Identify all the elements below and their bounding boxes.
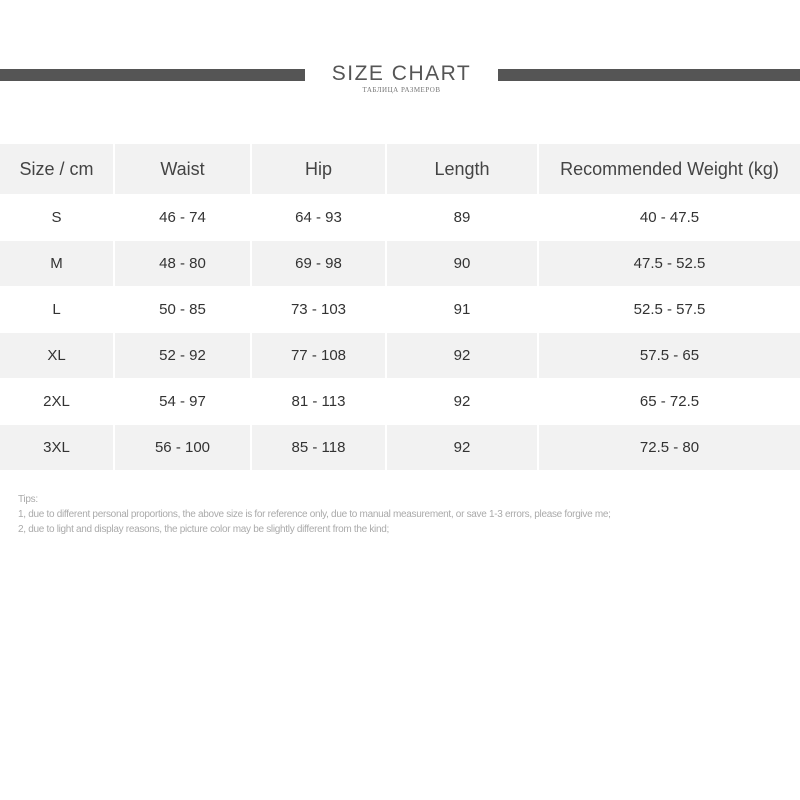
column-header-weight: Recommended Weight (kg) [539, 144, 800, 194]
table-cell-hip: 69 - 98 [252, 241, 387, 286]
page-title: SIZE CHART [331, 62, 472, 85]
table-cell-weight: 72.5 - 80 [539, 425, 800, 470]
table-cell-size: M [0, 241, 115, 286]
table-row [0, 379, 800, 425]
column-header-size: Size / cm [0, 144, 115, 194]
tips-section [18, 492, 778, 537]
header-bar-right [498, 69, 800, 81]
table-cell-waist: 56 - 100 [115, 425, 252, 470]
table-cell-weight: 40 - 47.5 [539, 195, 800, 240]
table-cell-length: 89 [387, 195, 539, 240]
table-cell-length: 91 [387, 287, 539, 332]
table-cell-length: 92 [387, 333, 539, 378]
table-cell-hip: 73 - 103 [252, 287, 387, 332]
table-cell-size: 2XL [0, 379, 115, 424]
table-cell-hip: 64 - 93 [252, 195, 387, 240]
table-cell-waist: 52 - 92 [115, 333, 252, 378]
table-header-row [0, 144, 800, 195]
table-row [0, 287, 800, 333]
size-table [0, 144, 800, 471]
table-cell-hip: 77 - 108 [252, 333, 387, 378]
table-cell-weight: 65 - 72.5 [539, 379, 800, 424]
table-row [0, 241, 800, 287]
table-cell-length: 90 [387, 241, 539, 286]
column-header-length: Length [387, 144, 539, 194]
table-row [0, 425, 800, 471]
table-cell-waist: 46 - 74 [115, 195, 252, 240]
table-cell-length: 92 [387, 425, 539, 470]
table-cell-weight: 57.5 - 65 [539, 333, 800, 378]
tips-heading: Tips: [18, 494, 38, 505]
table-cell-waist: 54 - 97 [115, 379, 252, 424]
table-cell-size: S [0, 195, 115, 240]
table-cell-length: 92 [387, 379, 539, 424]
column-header-waist: Waist [115, 144, 252, 194]
tips-line: 2, due to light and display reasons, the picture color may be slightly different from the kind; [18, 524, 389, 535]
table-cell-waist: 48 - 80 [115, 241, 252, 286]
table-cell-size: L [0, 287, 115, 332]
table-row [0, 195, 800, 241]
tips-line: 1, due to different personal proportions, the above size is for reference only, due to manual measurement, or save 1-3 errors, please forgive me; [18, 509, 611, 520]
header-bar-left [0, 69, 305, 81]
column-header-hip: Hip [252, 144, 387, 194]
table-cell-hip: 81 - 113 [252, 379, 387, 424]
table-cell-hip: 85 - 118 [252, 425, 387, 470]
table-cell-weight: 52.5 - 57.5 [539, 287, 800, 332]
table-row [0, 333, 800, 379]
table-cell-weight: 47.5 - 52.5 [539, 241, 800, 286]
table-cell-size: XL [0, 333, 115, 378]
page-subtitle: ТАБЛИЦА РАЗМЕРОВ [362, 86, 441, 94]
table-cell-waist: 50 - 85 [115, 287, 252, 332]
table-cell-size: 3XL [0, 425, 115, 470]
